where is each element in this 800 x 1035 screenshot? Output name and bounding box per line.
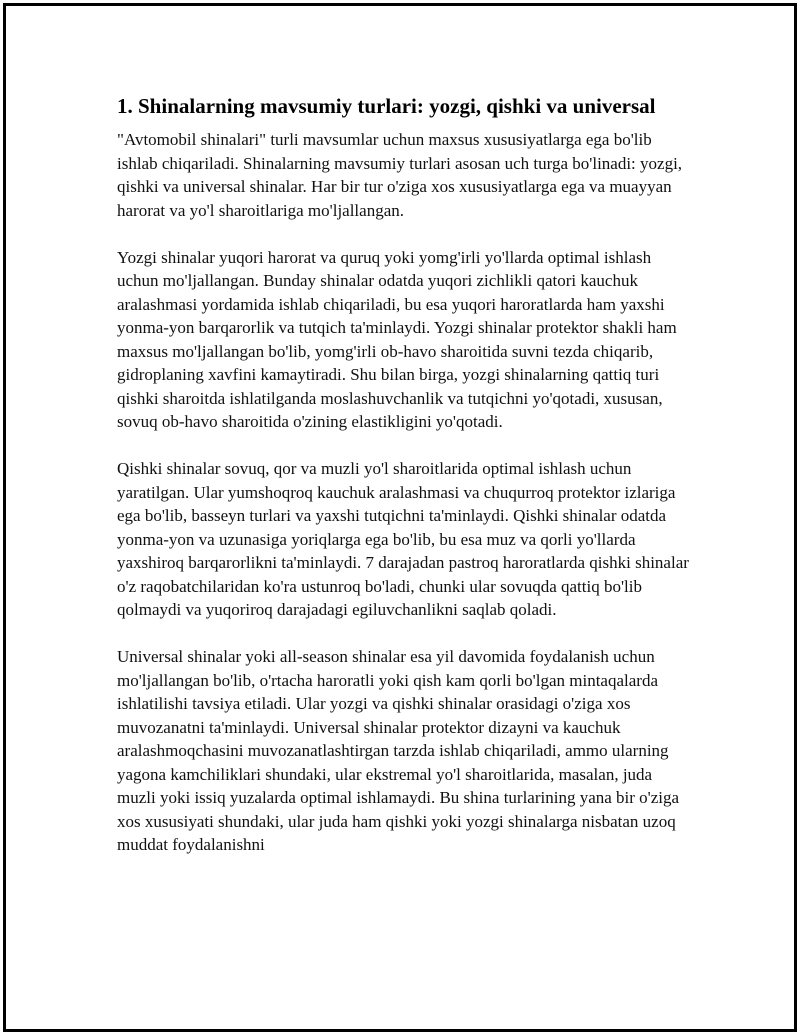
- paragraph-intro: "Avtomobil shinalari" turli mavsumlar uchun maxsus xususiyatlarga ega bo'lib ishlab chiqariladi. Shinalarning mavsumiy turlari asosan uch turga bo'linadi: yozgi, qishki va universal shinalar. Har bir tur o'ziga xos xususiyatlarga ega va muayyan harorat va yo'l sharoitlariga mo'ljallangan.: [117, 130, 683, 220]
- paragraph-winter-tires: Qishki shinalar sovuq, qor va muzli yo'l sharoitlarida optimal ishlash uchun yaratilgan. Ular yumshoqroq kauchuk aralashmasi va chuqurroq protektor izlariga ega bo'lib, basseyn turlari va yaxshi tutqichni ta'minlaydi. Qishki shinalar odatda yonma-yon va uzunasiga yoriqlarga ega bo'lib, bu esa muz va qorli yo'llarda yaxshiroq barqarorlikni ta'minlaydi. 7 darajadan pastroq haroratlarda qishki shinalar o'z raqobatchilaridan ko'ra ustunroq bo'ladi, chunki ular sovuqda qattiq bo'lib qolmaydi va yuqoriroq darajadagi egiluvchanlikni saqlab qoladi.: [117, 459, 689, 619]
- paragraph-summer-tires: Yozgi shinalar yuqori harorat va quruq yoki yomg'irli yo'llarda optimal ishlash uchun mo'ljallangan. Bunday shinalar odatda yuqori zichlikli qatori kauchuk aralashmasi yordamida ishlab chiqariladi, bu esa yuqori haroratlarda ham yaxshi yonma-yon barqarorlik va tutqich ta'minlaydi. Yozgi shinalar protektor shakli ham maxsus mo'ljallangan bo'lib, yomg'irli ob-havo sharoitida suvni tezda chiqarib, gidroplaning xavfini kamaytiradi. Shu bilan birga, yozgi shinalarning qattiq turi qishki sharoitda ishlatilganda moslashuvchanlik va tutqichni yo'qotadi, xususan, sovuq ob-havo sharoitida o'zining elastikligini yo'qotadi.: [117, 247, 677, 431]
- section-heading: 1. Shinalarning mavsumiy turlari: yozgi, qishki va universal: [117, 94, 656, 118]
- document-body: [115, 92, 695, 880]
- paragraph-all-season-tires: Universal shinalar yoki all-season shinalar esa yil davomida foydalanish uchun mo'ljallangan bo'lib, o'rtacha haroratli yoki qish kam qorli bo'lgan mintaqalarda ishlatilishi tavsiya etiladi. Ular yozgi va qishki shinalar orasidagi o'ziga xos muvozanatni ta'minlaydi. Universal shinalar protektor dizayni va kauchuk aralashmoqchasini muvozanatlashtirgan tarzda ishlab chiqariladi, ammo ularning yagona kamchiliklari shundaki, ular ekstremal yo'l sharoitlarida, masalan, juda muzli yoki issiq yuzalarda optimal ishlamaydi. Bu shina turlarining yana bir o'ziga xos xususiyati shundaki, ular juda ham qishki yoki yozgi shinalarga nisbatan uzoq muddat foydalanishni: [117, 647, 680, 854]
